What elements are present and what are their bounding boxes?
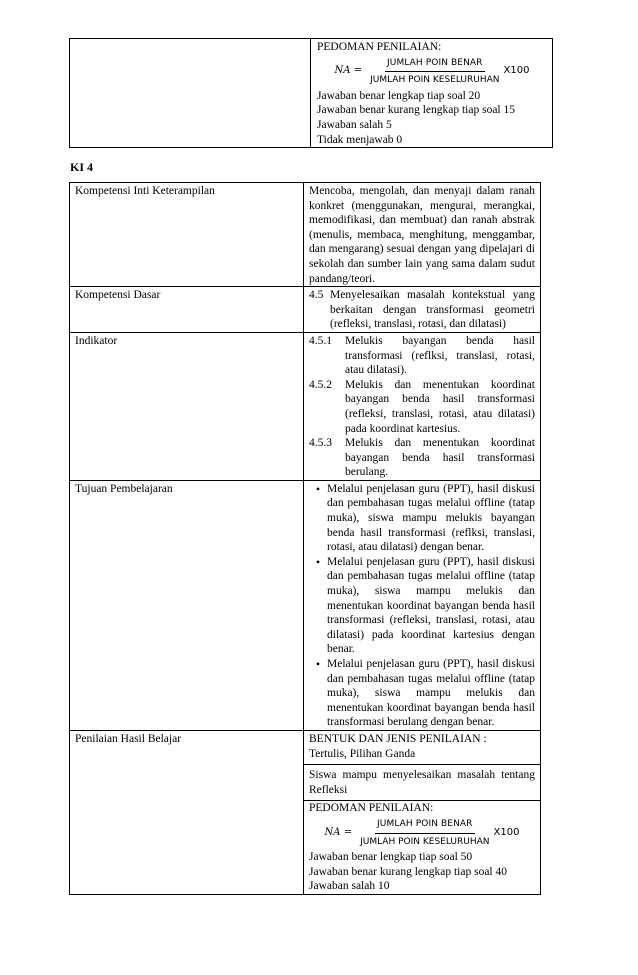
assessment-type: Tertulis, Pilihan Ganda	[309, 747, 416, 760]
guideline-line: Jawaban benar kurang lengkap tiap soal 15	[317, 104, 515, 117]
ki4-table	[69, 182, 541, 895]
guideline-line: Jawaban salah 10	[309, 880, 390, 893]
indicator-cell	[304, 332, 541, 480]
ki-text: Mencoba, mengolah, dan menyaji dalam ranah konkret (menggunakan, mengurai, merangkai, memodifikasi, dan membuat) dan ranah abstrak (menulis, membaca, menghitung, menggambar, dan mengarang) sesuai dengan yang dipelajari di sekolah dan sumber lain yang sama dalam sudut pandang/teori.	[304, 183, 541, 287]
table-row	[70, 287, 541, 333]
guideline-line: Jawaban benar lengkap tiap soal 50	[309, 851, 473, 864]
table-row	[70, 332, 541, 480]
bullet-icon: •	[315, 657, 321, 671]
guideline-line: Jawaban salah 5	[317, 118, 392, 131]
objective-item: • Melalui penjelasan guru (PPT), hasil diskusi dan pembahasan tugas melalui offline (tatap muka), siswa mampu melukis bayangan benda hasil transformasi (reflksi, translasi, rotasi, atau dilatasi) dengan benar.	[309, 482, 535, 555]
formula-multiplier: X100	[493, 826, 520, 838]
formula-numerator: JUMLAH POIN BENAR	[375, 817, 474, 834]
formula-fraction	[368, 56, 501, 88]
table-row	[70, 480, 541, 730]
guideline-line: Tidak menjawab 0	[317, 133, 403, 146]
row-label: Penilaian Hasil Belajar	[70, 730, 304, 894]
bullet-icon: •	[315, 481, 321, 496]
formula-denominator: JUMLAH POIN KESELURUHAN	[360, 836, 490, 847]
top-guideline-cell	[311, 39, 553, 148]
objectives-cell	[304, 480, 541, 730]
formula-fraction	[358, 817, 491, 849]
assessment-task: Siswa mampu menyelesaikan masalah tentang Refleksi	[304, 765, 540, 801]
table-row	[70, 730, 541, 894]
objective-item: • Melalui penjelasan guru (PPT), hasil diskusi dan pembahasan tugas melalui offline (tatap muka), siswa mampu melukis dan menentukan koordinat bayangan benda hasil transformasi berulang dengan benar.	[309, 657, 535, 730]
section-title: KI 4	[70, 160, 94, 174]
score-formula	[309, 817, 535, 849]
row-label: Indikator	[70, 332, 304, 480]
empty-cell	[70, 39, 311, 148]
guideline-line: Jawaban benar lengkap tiap soal 20	[317, 89, 481, 102]
formula-lhs: NA =	[334, 65, 363, 77]
kd-number: 4.5	[309, 289, 324, 302]
indicator-item: 4.5.1 Melukis bayangan benda hasil transformasi (reflksi, translasi, rotasi, atau dilatasi).	[309, 334, 535, 377]
score-formula	[317, 56, 547, 88]
formula-multiplier: X100	[503, 65, 530, 77]
top-assessment-table	[69, 38, 553, 148]
guideline-line: Jawaban benar kurang lengkap tiap soal 40	[309, 865, 507, 878]
row-label: Kompetensi Dasar	[70, 287, 304, 333]
assessment-guideline	[309, 801, 535, 894]
row-label: Tujuan Pembelajaran	[70, 480, 304, 730]
formula-numerator: JUMLAH POIN BENAR	[385, 56, 484, 73]
assessment-heading: BENTUK DAN JENIS PENILAIAN :	[309, 732, 487, 745]
indicator-item: 4.5.2 Melukis dan menentukan koordinat bayangan benda hasil transformasi (refleksi, translasi, rotasi, atau dilatasi) pada koordinat kartesius.	[309, 378, 535, 435]
objective-item: • Melalui penjelasan guru (PPT), hasil diskusi dan pembahasan tugas melalui offline (tatap muka), siswa mampu melukis dan menentukan koordinat bayangan benda hasil transformasi (refleksi, translasi, rotasi, atau dilatasi) pada koordinat kartesius dengan benar.	[309, 555, 535, 657]
table-row	[70, 183, 541, 287]
kd-text: Menyelesaikan masalah kontekstual yang berkaitan dengan transformasi geometri (refleksi, translasi, rotasi, dan dilatasi)	[330, 289, 535, 331]
guideline-heading: PEDOMAN PENILAIAN:	[309, 802, 434, 815]
bullet-icon: •	[315, 554, 321, 569]
guideline-heading: PEDOMAN PENILAIAN:	[317, 41, 442, 53]
row-label: Kompetensi Inti Keterampilan	[70, 183, 304, 287]
assessment-type-block	[304, 732, 540, 765]
formula-denominator: JUMLAH POIN KESELURUHAN	[370, 75, 500, 86]
kd-cell	[304, 287, 541, 333]
indicator-item: 4.5.3 Melukis dan menentukan koordinat bayangan benda hasil transformasi berulang.	[309, 437, 535, 479]
assessment-cell	[304, 730, 541, 894]
formula-lhs: NA =	[324, 826, 353, 838]
